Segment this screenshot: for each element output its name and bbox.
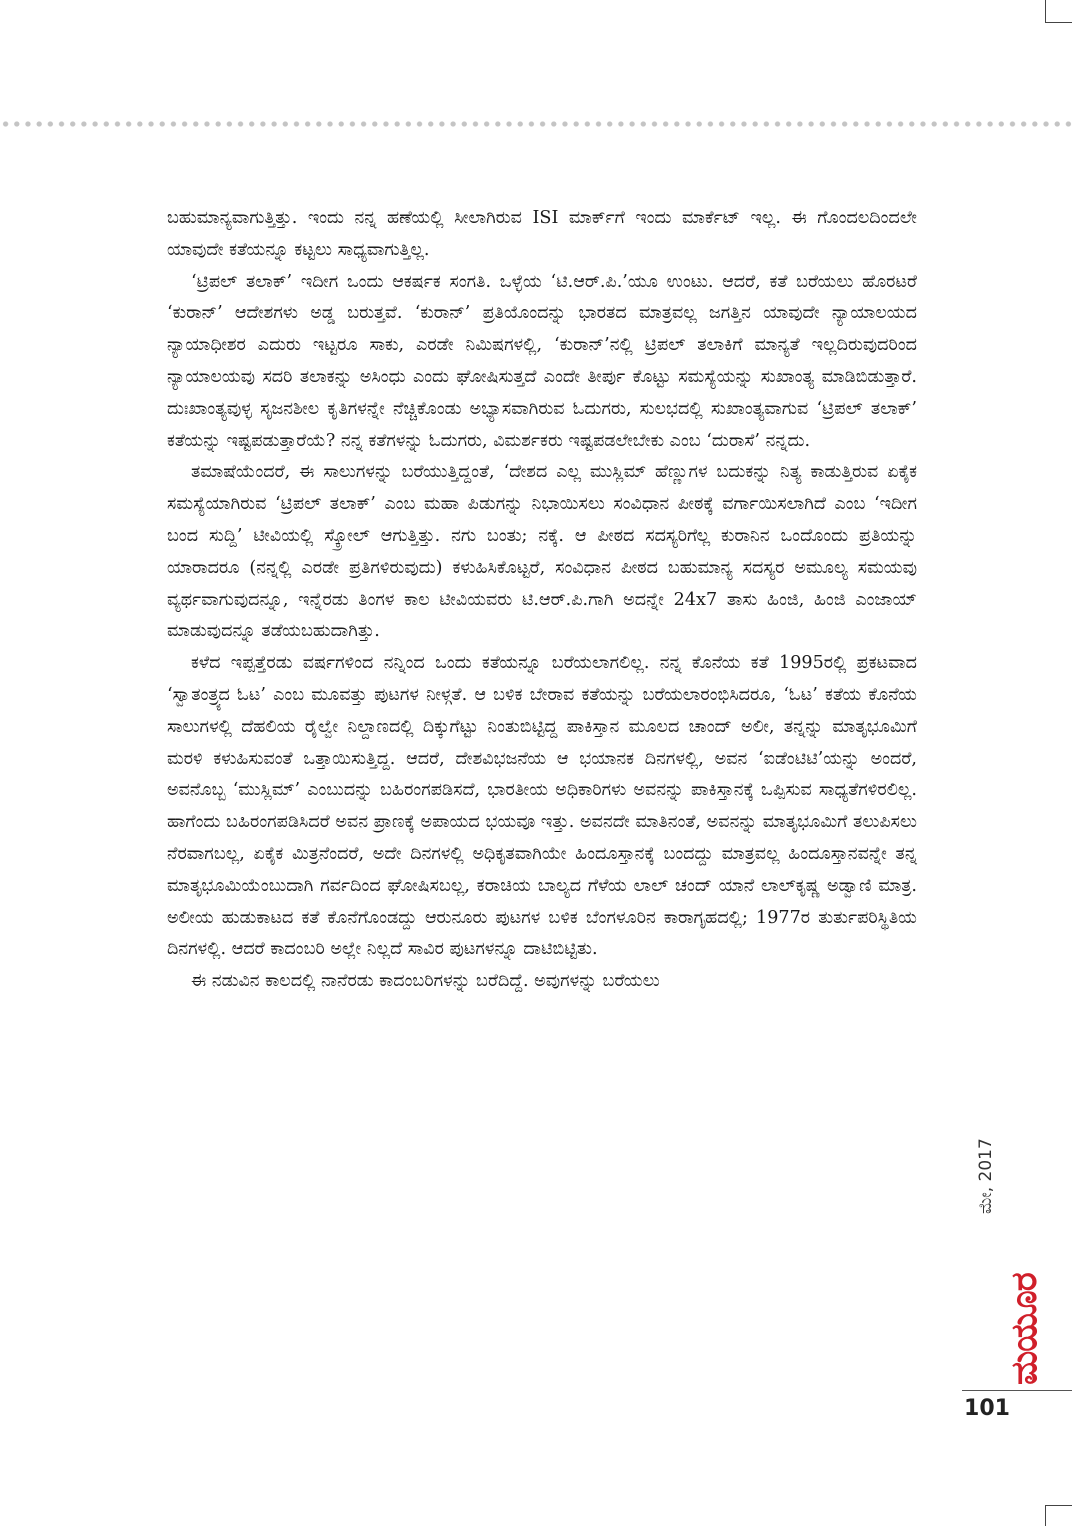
paragraph: ಈ ನಡುವಿನ ಕಾಲದಲ್ಲಿ ನಾನೆರಡು ಕಾದಂಬರಿಗಳನ್ನು ಬರೆದಿದ್ದೆ. ಅವುಗಳನ್ನು ಬರೆಯಲು [191,971,660,992]
paragraph: ತಮಾಷೆಯೆಂದರೆ, ಈ ಸಾಲುಗಳನ್ನು ಬರೆಯುತ್ತಿದ್ದಂತೆ, ‘ದೇಶದ ಎಲ್ಲ ಮುಸ್ಲಿಮ್ ಹೆಣ್ಣುಗಳ ಬದುಕನ್ನು ನಿತ್ಯ ಕಾಡುತ್ತಿರುವ ಏಕೈಕ ಸಮಸ್ಯೆಯಾಗಿರುವ ‘ಟ್ರಿಪಲ್ ತಲಾಕ್’ ಎಂಬ ಮಹಾ ಪಿಡುಗನ್ನು ನಿಭಾಯಿಸಲು ಸಂವಿಧಾನ ಪೀಠಕ್ಕೆ ವರ್ಗಾಯಿಸಲಾಗಿದೆ ಎಂಬ ‘ಇದೀಗ ಬಂದ ಸುದ್ದಿ’ ಟೀವಿಯಲ್ಲಿ ಸ್ಕ್ರೋಲ್ ಆಗುತ್ತಿತ್ತು. ನಗು ಬಂತು; ನಕ್ಕೆ. ಆ ಪೀಠದ ಸದಸ್ಯರಿಗೆಲ್ಲ ಕುರಾನಿನ ಒಂದೊಂದು ಪ್ರತಿಯನ್ನು ಯಾರಾದರೂ (ನನ್ನಲ್ಲಿ ಎರಡೇ ಪ್ರತಿಗಳಿರುವುದು) ಕಳುಹಿಸಿಕೊಟ್ಟರೆ, ಸಂವಿಧಾನ ಪೀಠದ ಬಹುಮಾನ್ಯ ಸದಸ್ಯರ ಅಮೂಲ್ಯ ಸಮಯವು ವ್ಯರ್ಥವಾಗುವುದನ್ನೂ, ಇನ್ನೆರಡು ತಿಂಗಳ ಕಾಲ ಟೀವಿಯವರು ಟಿ.ಆರ್.ಪಿ.ಗಾಗಿ ಅದನ್ನೇ 24x7 ತಾಸು ಹಿಂಜಿ, ಹಿಂಜಿ ಎಂಜಾಯ್ ಮಾಡುವುದನ್ನೂ ತಡೆಯಬಹುದಾಗಿತ್ತು. [167,462,917,642]
paragraph: ಕಳೆದ ಇಪ್ಪತ್ತೆರಡು ವರ್ಷಗಳಿಂದ ನನ್ನಿಂದ ಒಂದು ಕತೆಯನ್ನೂ ಬರೆಯಲಾಗಲಿಲ್ಲ. ನನ್ನ ಕೊನೆಯ ಕತೆ 1995ರಲ್ಲಿ ಪ್ರಕಟವಾದ ‘ಸ್ವಾತಂತ್ರ್ಯದ ಓಟ’ ಎಂಬ ಮೂವತ್ತು ಪುಟಗಳ ನೀಳ್ಗತೆ. ಆ ಬಳಿಕ ಬೇರಾವ ಕತೆಯನ್ನು ಬರೆಯಲಾರಂಭಿಸಿದರೂ, ‘ಓಟ’ ಕತೆಯ ಕೊನೆಯ ಸಾಲುಗಳಲ್ಲಿ ದೆಹಲಿಯ ರೈಲ್ವೇ ನಿಲ್ದಾಣದಲ್ಲಿ ದಿಕ್ಕುಗೆಟ್ಟು ನಿಂತುಬಿಟ್ಟಿದ್ದ ಪಾಕಿಸ್ತಾನ ಮೂಲದ ಚಾಂದ್ ಅಲೀ, ತನ್ನನ್ನು ಮಾತೃಭೂಮಿಗೆ ಮರಳಿ ಕಳುಹಿಸುವಂತೆ ಒತ್ತಾಯಿಸುತ್ತಿದ್ದ. ಆದರೆ, ದೇಶವಿಭಜನೆಯ ಆ ಭಯಾನಕ ದಿನಗಳಲ್ಲಿ, ಅವನ ‘ಐಡೆಂಟಿಟಿ’ಯನ್ನು ಅಂದರೆ, ಅವನೊಬ್ಬ ‘ಮುಸ್ಲಿಮ್’ ಎಂಬುದನ್ನು ಬಹಿರಂಗಪಡಿಸದೆ, ಭಾರತೀಯ ಅಧಿಕಾರಿಗಳು ಅವನನ್ನು ಪಾಕಿಸ್ತಾನಕ್ಕೆ ಒಪ್ಪಿಸುವ ಸಾಧ್ಯತೆಗಳಿರಲಿಲ್ಲ. ಹಾಗೆಂದು ಬಹಿರಂಗಪಡಿಸಿದರೆ ಅವನ ಪ್ರಾಣಕ್ಕೆ ಅಪಾಯದ ಭಯವೂ ಇತ್ತು. ಅವನದೇ ಮಾತಿನಂತೆ, ಅವನನ್ನು ಮಾತೃಭೂಮಿಗೆ ತಲುಪಿಸಲು ನೆರವಾಗಬಲ್ಲ, ಏಕೈಕ ಮಿತ್ರನೆಂದರೆ, ಅದೇ ದಿನಗಳಲ್ಲಿ ಅಧಿಕೃತವಾಗಿಯೇ ಹಿಂದೂಸ್ತಾನಕ್ಕೆ ಬಂದದ್ದು ಮಾತ್ರವಲ್ಲ ಹಿಂದೂಸ್ತಾನವನ್ನೇ ತನ್ನ ಮಾತೃಭೂಮಿಯೆಂಬುದಾಗಿ ಗರ್ವದಿಂದ ಘೋಷಿಸಬಲ್ಲ, ಕರಾಚಿಯ ಬಾಲ್ಯದ ಗೆಳೆಯ ಲಾಲ್ ಚಂದ್ ಯಾನೆ ಲಾಲ್‌ಕೃಷ್ಣ ಅಡ್ವಾಣಿ ಮಾತ್ರ. ಅಲೀಯ ಹುಡುಕಾಟದ ಕತೆ ಕೊನೆಗೊಂಡದ್ದು ಆರುನೂರು ಪುಟಗಳ ಬಳಿಕ ಬೆಂಗಳೂರಿನ ಕಾರಾಗೃಹದಲ್ಲಿ; 1977ರ ತುರ್ತುಪರಿಸ್ಥಿತಿಯ ದಿನಗಳಲ್ಲಿ. ಆದರೆ ಕಾದಂಬರಿ ಅಲ್ಲೇ ನಿಲ್ಲದೆ ಸಾವಿರ ಪುಟಗಳನ್ನೂ ದಾಟಿಬಿಟ್ಟಿತು. [167,653,917,960]
article-body [167,203,917,998]
paragraph: ‘ಟ್ರಿಪಲ್ ತಲಾಕ್’ ಇದೀಗ ಒಂದು ಆಕರ್ಷಕ ಸಂಗತಿ. ಒಳ್ಳೆಯ ‘ಟಿ.ಆರ್.ಪಿ.’ಯೂ ಉಂಟು. ಆದರೆ, ಕತೆ ಬರೆಯಲು ಹೊರಟರೆ ‘ಕುರಾನ್’ ಆದೇಶಗಳು ಅಡ್ಡ ಬರುತ್ತವೆ. ‘ಕುರಾನ್’ ಪ್ರತಿಯೊಂದನ್ನು ಭಾರತದ ಮಾತ್ರವಲ್ಲ ಜಗತ್ತಿನ ಯಾವುದೇ ನ್ಯಾಯಾಲಯದ ನ್ಯಾಯಾಧೀಶರ ಎದುರು ಇಟ್ಟರೂ ಸಾಕು, ಎರಡೇ ನಿಮಿಷಗಳಲ್ಲಿ, ‘ಕುರಾನ್’ನಲ್ಲಿ ಟ್ರಿಪಲ್ ತಲಾಕಿಗೆ ಮಾನ್ಯತೆ ಇಲ್ಲದಿರುವುದರಿಂದ ನ್ಯಾಯಾಲಯವು ಸದರಿ ತಲಾಕನ್ನು ಅಸಿಂಧು ಎಂದು ಘೋಷಿಸುತ್ತದೆ ಎಂದೇ ತೀರ್ಪು ಕೊಟ್ಟು ಸಮಸ್ಯೆಯನ್ನು ಸುಖಾಂತ್ಯ ಮಾಡಿಬಿಡುತ್ತಾರೆ. ದುಃಖಾಂತ್ಯವುಳ್ಳ ಸೃಜನಶೀಲ ಕೃತಿಗಳನ್ನೇ ನೆಚ್ಚಿಕೊಂಡು ಅಭ್ಯಾಸವಾಗಿರುವ ಓದುಗರು, ಸುಲಭದಲ್ಲಿ ಸುಖಾಂತ್ಯವಾಗುವ ‘ಟ್ರಿಪಲ್ ತಲಾಕ್’ ಕತೆಯನ್ನು ಇಷ್ಟಪಡುತ್ತಾರೆಯೆ? ನನ್ನ ಕತೆಗಳನ್ನು ಓದುಗರು, ವಿಮರ್ಶಕರು ಇಷ್ಟಪಡಲೇಬೇಕು ಎಂಬ ‘ದುರಾಸೆ’ ನನ್ನದು. [167,271,917,451]
dotted-header-rule [0,120,1072,128]
crop-mark-top [1045,0,1072,23]
magazine-logo: ಮಯೂರ [1004,1273,1045,1385]
paragraph: ಬಹುಮಾನ್ಯವಾಗುತ್ತಿತ್ತು. ಇಂದು ನನ್ನ ಹಣೆಯಲ್ಲಿ ಸೀಲಾಗಿರುವ ISI ಮಾರ್ಕ್‌ಗೆ ಇಂದು ಮಾರ್ಕೆಟ್ ಇಲ್ಲ. ಈ ಗೊಂದಲದಿಂದಲೇ ಯಾವುದೇ ಕತೆಯನ್ನೂ ಕಟ್ಟಲು ಸಾಧ್ಯವಾಗುತ್ತಿಲ್ಲ. [167,208,917,260]
crop-mark-bottom [1045,1505,1072,1526]
page-number: 101 [964,1396,1010,1421]
issue-date: ಮೇ, 2017 [976,1138,996,1214]
page-number-rule [962,1390,1072,1391]
